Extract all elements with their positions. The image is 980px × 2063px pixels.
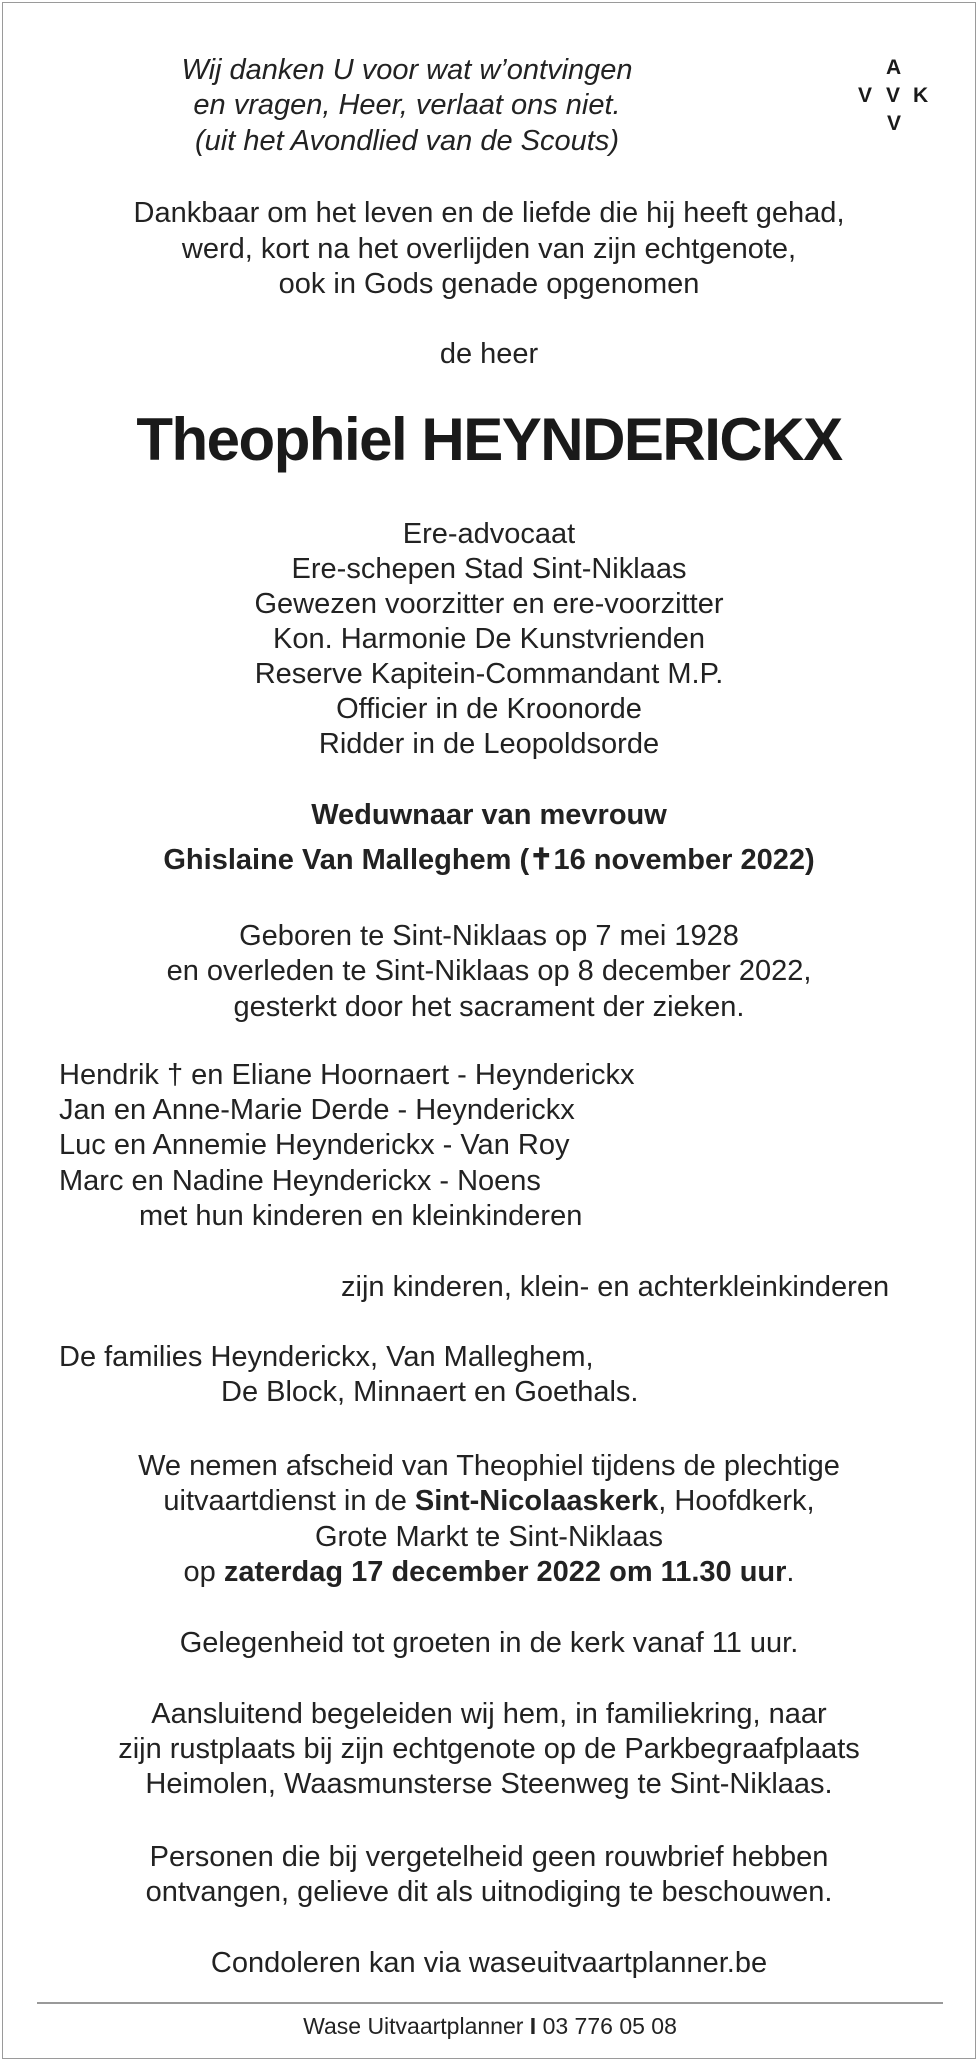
intro-line: ook in Gods genade opgenomen bbox=[278, 268, 700, 300]
birth-death-line: Geboren te Sint-Niklaas op 7 mei 1928 bbox=[239, 920, 739, 952]
church-name: Sint-Nicolaaskerk bbox=[414, 1485, 659, 1517]
service-line: Grote Markt te Sint-Niklaas bbox=[314, 1521, 664, 1553]
birth-death-line: en overleden te Sint-Niklaas op 8 december 2022, bbox=[166, 955, 812, 987]
footer bbox=[0, 2011, 980, 2041]
avvk-letter-k: K bbox=[913, 84, 929, 107]
title-line: Officier in de Kroonorde bbox=[336, 693, 642, 725]
title-line: Ridder in de Leopoldsorde bbox=[318, 728, 660, 760]
verse-line: en vragen, Heer, verlaat ons niet. bbox=[193, 89, 621, 121]
families-line: De Block, Minnaert en Goethals. bbox=[221, 1376, 639, 1408]
condolences: Condoleren kan via waseuitvaartplanner.be bbox=[210, 1947, 768, 1979]
salutation: de heer bbox=[439, 338, 539, 370]
intro-line: werd, kort na het overlijden van zijn echtgenote, bbox=[181, 233, 797, 265]
birth-death-line: gesterkt door het sacrament der zieken. bbox=[233, 991, 745, 1023]
child-family: Marc en Nadine Heynderickx - Noens bbox=[59, 1165, 541, 1197]
intro-line: Dankbaar om het leven en de liefde die hij heeft gehad, bbox=[133, 197, 845, 229]
avvk-letter-a: A bbox=[886, 56, 902, 79]
title-line: Kon. Harmonie De Kunstvrienden bbox=[272, 623, 705, 655]
avvk-letter-v-center: V bbox=[886, 84, 901, 107]
families-line: De families Heynderickx, Van Malleghem, bbox=[59, 1341, 594, 1373]
avvk-letter-v-left: V bbox=[858, 84, 873, 107]
title-line: Reserve Kapitein-Commandant M.P. bbox=[254, 658, 724, 690]
child-family: Jan en Anne-Marie Derde - Heynderickx bbox=[59, 1094, 575, 1126]
burial-line: Aansluitend begeleiden wij hem, in familiekring, naar bbox=[151, 1698, 827, 1730]
service-line: uitvaartdienst in de Sint-Nicolaaskerk, Hoofdkerk, bbox=[163, 1485, 815, 1517]
title-line: Ere-advocaat bbox=[402, 518, 576, 550]
verse-line: Wij danken U voor wat w’ontvingen bbox=[181, 54, 633, 86]
footer-company: Wase Uitvaartplanner bbox=[303, 2013, 524, 2039]
verse-line: (uit het Avondlied van de Scouts) bbox=[195, 125, 619, 157]
greeting-info: Gelegenheid tot groeten in de kerk vanaf 11 uur. bbox=[179, 1627, 799, 1659]
title-line: Gewezen voorzitter en ere-voorzitter bbox=[254, 588, 724, 620]
avvk-letter-v-bottom: V bbox=[887, 112, 902, 135]
invitation-line: ontvangen, gelieve dit als uitnodiging te beschouwen. bbox=[145, 1876, 833, 1908]
service-line: op zaterdag 17 december 2022 om 11.30 uur. bbox=[183, 1556, 795, 1588]
spouse-line: Weduwnaar van mevrouw bbox=[311, 799, 667, 831]
deceased-name: Theophiel HEYNDERICKX bbox=[136, 406, 842, 473]
title-line: Ere-schepen Stad Sint-Niklaas bbox=[291, 553, 687, 585]
burial-line: Heimolen, Waasmunsterse Steenweg te Sint-Niklaas. bbox=[145, 1768, 833, 1800]
spouse-line: Ghislaine Van Malleghem (✝16 november 2022) bbox=[163, 844, 815, 876]
footer-phone: 03 776 05 08 bbox=[542, 2013, 677, 2039]
service-datetime: zaterdag 17 december 2022 om 11.30 uur bbox=[223, 1556, 787, 1588]
footer-separator: I bbox=[529, 2013, 537, 2039]
invitation-line: Personen die bij vergetelheid geen rouwbrief hebben bbox=[149, 1841, 829, 1873]
descendants: zijn kinderen, klein- en achterkleinkinderen bbox=[341, 1271, 890, 1303]
burial-line: zijn rustplaats bij zijn echtgenote op de Parkbegraafplaats bbox=[118, 1733, 860, 1765]
child-family: Luc en Annemie Heynderickx - Van Roy bbox=[59, 1129, 570, 1161]
children-note: met hun kinderen en kleinkinderen bbox=[139, 1200, 583, 1232]
service-line: We nemen afscheid van Theophiel tijdens de plechtige bbox=[138, 1450, 840, 1482]
footer-divider bbox=[37, 2002, 943, 2004]
child-family: Hendrik † en Eliane Hoornaert - Heynderickx bbox=[59, 1059, 635, 1091]
